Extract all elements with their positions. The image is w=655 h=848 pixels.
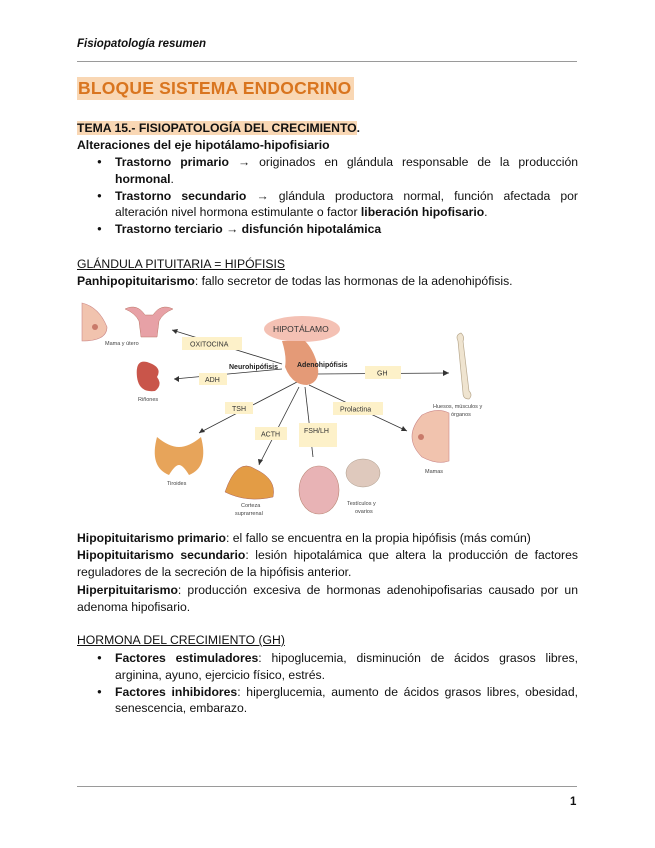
tema-dot: .: [356, 121, 361, 135]
huesos-label-1: Huesos, músculos y: [433, 404, 483, 410]
item-text: : hiperglucemia, aumento de ácidos grasos libres, obesidad, senescencia, embarazo.: [115, 684, 578, 716]
term: Hiperpituitarismo: [77, 583, 178, 597]
tema-label: TEMA 15.- FISIOPATOLOGÍA DEL CRECIMIENTO: [77, 121, 357, 135]
term: Panhipopituitarismo: [77, 274, 195, 288]
hipo-secundario-paragraph: [77, 547, 578, 581]
alteraciones-heading: Alteraciones del eje hipotálamo-hipofisiario: [77, 138, 330, 152]
item-end: .: [484, 205, 488, 220]
list-item: [77, 188, 578, 222]
hipo-primario-paragraph: [77, 530, 578, 547]
list-item: [77, 650, 578, 684]
kidney-shape: [137, 362, 160, 392]
term: Trastorno terciario: [115, 222, 223, 237]
paragraph-text: : producción excesiva de hormonas adenohipofisarias causado por un adenoma hipofisario.: [77, 583, 578, 614]
item-text: → glándula productora normal, función afectada por alteración nivel hormona estimulante o factor: [115, 188, 578, 220]
item-text: →: [222, 222, 242, 237]
fsh-box: [299, 423, 337, 447]
paragraph-text: : fallo secretor de todas las hormonas de la adenohipófisis.: [194, 274, 513, 288]
rinones-label: Riñones: [138, 397, 159, 403]
paragraph-text: : el fallo se encuentra en la propia hipófisis (más común): [225, 531, 531, 545]
block-title: BLOQUE SISTEMA ENDOCRINO: [77, 77, 354, 100]
hiper-paragraph: [77, 582, 578, 616]
term: Trastorno secundario: [115, 188, 247, 203]
panhipo-paragraph: [77, 273, 578, 290]
mamas-label: Mamas: [425, 469, 444, 475]
nipple-left-shape: [92, 324, 98, 330]
list-item: [77, 154, 578, 188]
item-bold: liberación hipofisario: [360, 205, 485, 220]
item-end: .: [170, 171, 174, 186]
breast-left-shape: [82, 303, 107, 341]
prolactina-label: Prolactina: [340, 406, 372, 414]
nipple-right-shape: [418, 434, 424, 440]
corteza-label-1: Corteza: [241, 503, 261, 509]
trastornos-list: [77, 154, 578, 238]
corteza-label-2: suprarrenal: [235, 511, 263, 517]
header-rule: [77, 61, 577, 62]
list-item: [77, 684, 578, 718]
adrenal-shape: [225, 466, 274, 499]
page-header: Fisiopatología resumen: [77, 38, 207, 50]
fsh-label: FSH/LH: [304, 428, 329, 435]
footer-rule: [77, 786, 577, 787]
tiroides-label: Tiroides: [167, 481, 187, 487]
adenohipofisis-label: Adenohipófisis: [297, 362, 348, 369]
oxitocina-label: OXITOCINA: [190, 341, 229, 349]
tema-heading: [77, 120, 578, 137]
term: Factores estimuladores: [115, 651, 259, 665]
breast-right-shape: [412, 410, 449, 462]
term: Hipopituitarismo primario: [77, 531, 226, 545]
thyroid-shape: [155, 437, 204, 475]
paragraph-text: : lesión hipotalámica que altera la producción de factores reguladores de la secreción de la hipófisis anterior.: [77, 548, 578, 579]
factores-list: [77, 650, 578, 717]
list-item: [77, 221, 578, 238]
page-number: 1: [570, 796, 577, 808]
adh-label: ADH: [205, 377, 220, 384]
term: Trastorno primario: [115, 155, 229, 169]
hipotalamo-label: HIPOTÁLAMO: [273, 324, 329, 334]
item-text: → originados en glándula responsable de la producción: [228, 155, 579, 169]
acth-label: ACTH: [261, 431, 281, 439]
ovary-shape: [346, 459, 380, 487]
item-bold: hormonal: [115, 171, 171, 186]
gh-label: GH: [377, 370, 388, 378]
glandula-heading: GLÁNDULA PITUITARIA = HIPÓFISIS: [77, 257, 286, 271]
mama-utero-label: Mama y útero: [105, 341, 139, 347]
gh-heading: HORMONA DEL CRECIMIENTO (GH): [77, 633, 285, 647]
pituitary-diagram: [77, 297, 507, 525]
testiculos-label-1: Testículos y: [347, 501, 376, 507]
huesos-label-2: órganos: [451, 412, 471, 418]
term: Factores inhibidores: [115, 684, 238, 699]
term: Hipopituitarismo secundario: [77, 548, 246, 562]
neurohipofisis-label: Neurohipófisis: [229, 364, 279, 371]
item-bold: disfunción hipotalámica: [241, 222, 382, 237]
tsh-label: TSH: [232, 406, 246, 413]
item-text: : hipoglucemia, disminución de ácidos grasos libres, arginina, ayuno, ejercicio físico, estrés.: [115, 651, 578, 682]
testis-shape: [299, 466, 339, 514]
testiculos-label-2: ovarios: [355, 509, 373, 515]
bone-shape: [457, 333, 471, 399]
uterus-shape: [125, 307, 173, 337]
